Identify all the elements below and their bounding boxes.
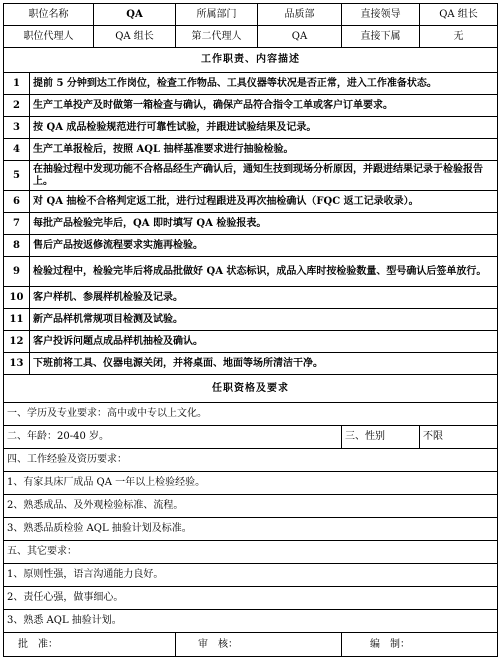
duty-row: [4, 191, 498, 213]
duty-text: 提前 5 分钟到达工作岗位，检查工作物品、工具仪器等状况是否正常，进入工作准备状态。: [30, 73, 498, 95]
deputy-label: 职位代理人: [4, 26, 94, 48]
duty-row: [4, 331, 498, 353]
duty-row: [4, 213, 498, 235]
duty-text: 客户投诉问题点成品样机抽检及确认。: [30, 331, 498, 353]
duty-number: 8: [4, 235, 30, 257]
other-title-row: [4, 541, 498, 564]
duty-row: [4, 73, 498, 95]
reviewed-by-label: 审 核：: [198, 638, 238, 650]
position-name-value: QA: [94, 4, 176, 26]
duty-text: 新产品样机常规项目检测及试验。: [30, 309, 498, 331]
qualifications-section-title: 任职资格及要求: [4, 375, 498, 403]
other-item-row: [4, 610, 498, 633]
duty-text: 生产工单报检后，按照 AQL 抽样基准要求进行抽验检验。: [30, 139, 498, 161]
duty-number: 2: [4, 95, 30, 117]
experience-item: 1、有家具床厂成品 QA 一年以上检验经验。: [4, 472, 498, 495]
header-row-2: [4, 26, 498, 48]
gender-value: 不限: [420, 426, 498, 449]
signature-row: [4, 633, 498, 657]
prepared-by-label: 编 制：: [370, 638, 410, 650]
approved-by-label: 批 准：: [18, 638, 58, 650]
duty-number: 6: [4, 191, 30, 213]
duty-number: 1: [4, 73, 30, 95]
duty-number: 4: [4, 139, 30, 161]
duty-text: 按 QA 成品检验规范进行可靠性试验，并跟进试验结果及记录。: [30, 117, 498, 139]
experience-item: 3、熟悉品质检验 AQL 抽验计划及标准。: [4, 518, 498, 541]
duty-number: 9: [4, 257, 30, 287]
duty-number: 13: [4, 353, 30, 375]
education-row: [4, 403, 498, 426]
other-requirements-title: 五、其它要求：: [4, 541, 498, 564]
duty-row: [4, 235, 498, 257]
duty-row: [4, 309, 498, 331]
other-item-row: [4, 564, 498, 587]
duty-text: 售后产品按返修流程要求实施再检验。: [30, 235, 498, 257]
second-deputy-label: 第二代理人: [176, 26, 258, 48]
age-gender-row: [4, 426, 498, 449]
gender-label: 三、性别: [342, 426, 420, 449]
job-description-table: [3, 3, 498, 657]
duty-number: 12: [4, 331, 30, 353]
duty-number: 10: [4, 287, 30, 309]
duties-section-row: [4, 48, 498, 73]
experience-item-row: [4, 518, 498, 541]
direct-leader-value: QA 组长: [420, 4, 498, 26]
duty-text: 在抽验过程中发现功能不合格品经生产确认后，通知生技到现场分析原因，并跟进结果记录于检验报告上。: [30, 161, 498, 191]
duty-number: 7: [4, 213, 30, 235]
reviewed-by-field: [176, 633, 342, 657]
other-requirement-item: 1、原则性强，语言沟通能力良好。: [4, 564, 498, 587]
age-requirement: 二、年龄：20-40 岁。: [4, 426, 342, 449]
position-name-label: 职位名称: [4, 4, 94, 26]
duty-row: [4, 287, 498, 309]
duties-section-title: 工作职责、内容描述: [4, 48, 498, 73]
subordinate-value: 无: [420, 26, 498, 48]
duty-number: 5: [4, 161, 30, 191]
department-value: 品质部: [258, 4, 342, 26]
department-label: 所属部门: [176, 4, 258, 26]
duty-row: [4, 161, 498, 191]
subordinate-label: 直接下属: [342, 26, 420, 48]
duty-text: 生产工单投产及时做第一箱检查与确认，确保产品符合指令工单或客户订单要求。: [30, 95, 498, 117]
header-row-1: [4, 4, 498, 26]
experience-item: 2、熟悉成品、及外观检验标准、流程。: [4, 495, 498, 518]
other-requirement-item: 3、熟悉 AQL 抽验计划。: [4, 610, 498, 633]
experience-item-row: [4, 495, 498, 518]
qualifications-section-row: [4, 375, 498, 403]
duty-row: [4, 117, 498, 139]
duty-text: 下班前将工具、仪器电源关闭，并将桌面、地面等场所清洁干净。: [30, 353, 498, 375]
duty-number: 11: [4, 309, 30, 331]
education-requirement: 一、学历及专业要求：高中或中专以上文化。: [4, 403, 498, 426]
other-item-row: [4, 587, 498, 610]
duty-text: 每批产品检验完毕后，QA 即时填写 QA 检验报表。: [30, 213, 498, 235]
experience-title: 四、工作经验及资历要求：: [4, 449, 498, 472]
duty-number: 3: [4, 117, 30, 139]
duty-row: [4, 257, 498, 287]
duty-row: [4, 353, 498, 375]
duty-text: 对 QA 抽检不合格判定返工批，进行过程跟进及再次抽检确认（FQC 返工记录收录）。: [30, 191, 498, 213]
duty-text: 客户样机、参展样机检验及记录。: [30, 287, 498, 309]
deputy-value: QA 组长: [94, 26, 176, 48]
experience-item-row: [4, 472, 498, 495]
second-deputy-value: QA: [258, 26, 342, 48]
approved-by-field: [4, 633, 176, 657]
prepared-by-field: [342, 633, 498, 657]
direct-leader-label: 直接领导: [342, 4, 420, 26]
experience-title-row: [4, 449, 498, 472]
duty-row: [4, 139, 498, 161]
other-requirement-item: 2、责任心强，做事细心。: [4, 587, 498, 610]
duty-text: 检验过程中，检验完毕后将成品批做好 QA 状态标识，成品入库时按检验数量、型号确认后签单放行。: [30, 257, 498, 287]
duty-row: [4, 95, 498, 117]
